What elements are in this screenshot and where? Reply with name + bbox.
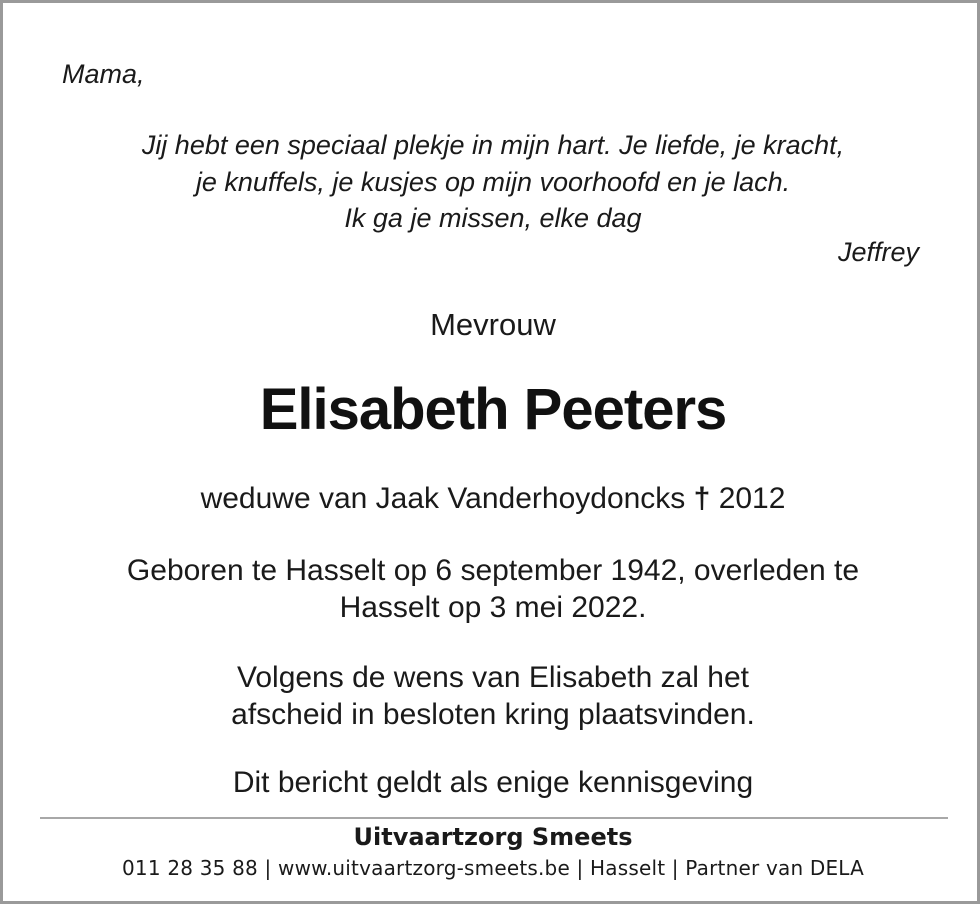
funeral-company-name: Uitvaartzorg Smeets <box>353 823 633 851</box>
deceased-name: Elisabeth Peeters <box>259 377 727 442</box>
widow-line <box>3 481 980 517</box>
footer-divider <box>40 817 948 819</box>
birth-death-line: Geboren te Hasselt op 6 september 1942, overleden te <box>126 554 860 587</box>
birth-death-line: Hasselt op 3 mei 2022. <box>339 591 647 624</box>
notice-line: Dit bericht geldt als enige kennisgeving <box>232 766 754 799</box>
poem-signature: Jeffrey <box>837 237 919 267</box>
poem-line: je knuffels, je kusjes op mijn voorhoofd en je lach. <box>195 167 791 197</box>
wish-line: Volgens de wens van Elisabeth zal het <box>236 661 749 694</box>
poem-line: Ik ga je missen, elke dag <box>344 203 642 233</box>
widow-year: 2012 <box>718 482 786 515</box>
greeting: Mama, <box>62 59 145 89</box>
cross-icon: † <box>693 482 711 515</box>
salutation: Mevrouw <box>430 307 556 342</box>
poem-line: Jij hebt een speciaal plekje in mijn hart. Je liefde, je kracht, <box>141 130 845 160</box>
widow-prefix: weduwe van Jaak Vanderhoydoncks <box>200 482 686 515</box>
wish-line: afscheid in besloten kring plaatsvinden. <box>231 698 755 731</box>
funeral-company-contact: 011 28 35 88 | www.uitvaartzorg-smeets.be | Hasselt | Partner van DELA <box>121 856 864 880</box>
